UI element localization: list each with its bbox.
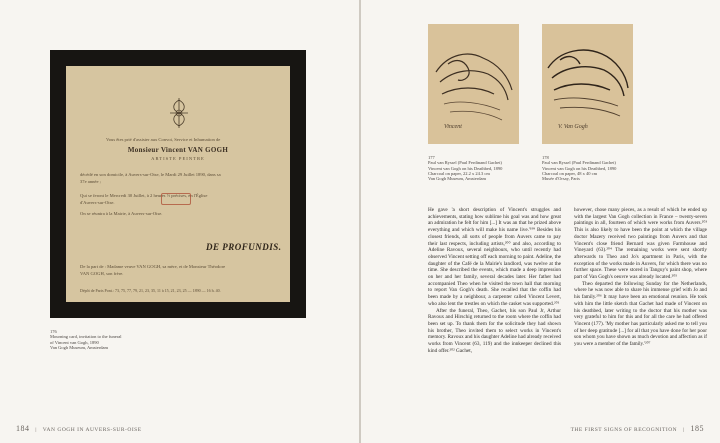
card-profession: ARTISTE PEINTRE — [151, 156, 205, 161]
body-paragraph: He gave 'a short description of Vincent's struggles and achievements, stating how sublime his goal was and how great an admiration he felt for him [...] It was an that he prized above everything and which will make his name live.'¹⁹⁹ Besides his closest friends, all sorts of people from Auvers came to pay their last respects, including artists,²⁰⁰ and also, according to Adeline Ravoux, several neighbours, who until recently had observed Vincent setting off each morning to paint. Adeline, the daughter of the Café de la Mairie's landlord, was twelve at the time. She described the events, which made a deep impression on her and her family, several decades later. Her father had accompanied Theo when he visited the town hall that morning to report Van Gogh's death. She recalled that the coffin had been made by a neighbour, a carpenter called Vincent Levert, who also lent the trestles on which the casket was supported.²⁰¹ — [428, 207, 561, 307]
left-folio: 184 | VAN GOGH IN AUVERS-SUR-OISE — [16, 424, 142, 433]
mourning-card — [66, 66, 290, 302]
caption-number: 177 — [428, 155, 435, 160]
figure-178-caption — [542, 155, 652, 181]
card-family-line: De la part de : Madame veuve VAN GOGH, sa mère, et de Monsieur Théodore — [80, 264, 226, 269]
deathbed-drawing-177 — [428, 24, 519, 144]
caption-line: Vincent van Gogh on his Deathbed, 1890 — [428, 165, 503, 171]
caption-line: Charcoal on paper, 48 x 40 cm — [542, 170, 598, 176]
caption-number: 178 — [542, 155, 549, 160]
card-deceased-name: Monsieur Vincent VAN GOGH — [127, 146, 229, 154]
figure-177-caption — [428, 155, 538, 181]
right-page — [361, 0, 720, 443]
caption-line: Vincent van Gogh on his Deathbed, 1890 — [542, 165, 617, 171]
running-head: VAN GOGH IN AUVERS-SUR-OISE — [42, 427, 142, 433]
card-printer-line: Dépôt de Paris Pont.: 73, 75, 77, 79, 21, 23, 35, 11 à 15, 21, 23, 25 — 1890 — 16 h. 40. — [80, 288, 221, 293]
body-paragraph: After the funeral, Theo, Gachet, his son Paul Jr, Arthur Ravoux and Hirschig returned to the room where the coffin had been set up. To thank them for the solicitude they had shown his brother, Theo invited them to select works in Vincent's memory. Ravoux and his daughter Adeline had already received works from Vincent (63, 119) and the innkeeper declined this kind offer.²⁰² Gachet, — [428, 307, 561, 354]
body-paragraph: Theo departed the following Sunday for the Netherlands, where he was now able to share his immense grief with Jo and his family.²⁰⁶ It may have been an emotional reunion. He took with him the little sketch that Gachet had made of Vincent on his deathbed, later writing to the doctor that his mother was very grateful to him for this and for all the care he had offered Vincent (177). 'My mother has particularly asked me to tell you of her deep gratitude [...] for all that you have done for her poor son whom you have shown as much devotion and affection as if you were a member of the family.'²⁰⁷ — [574, 280, 707, 348]
caption-line: Paul van Ryssel (Paul Ferdinand Gachet) — [428, 160, 502, 166]
page-number: 185 — [690, 424, 704, 433]
body-column-2 — [574, 207, 707, 348]
card-invitation-line: Vous êtes prié d'assister aux Convoi, Service et Inhumation de — [106, 137, 221, 142]
caption-line: Van Gogh Museum, Amsterdam — [50, 344, 108, 350]
caption-number: 176 — [50, 329, 57, 334]
caption-line: Mourning card, invitation to the funeral — [50, 334, 122, 340]
monogram-ornament — [166, 98, 192, 128]
running-head: THE FIRST SIGNS OF RECOGNITION — [570, 427, 678, 433]
deathbed-drawing-178 — [542, 24, 633, 144]
body-column-1 — [428, 207, 561, 354]
drawing-177-sketch — [428, 24, 519, 144]
right-folio: THE FIRST SIGNS OF RECOGNITION | 185 — [570, 424, 704, 433]
card-church-line: d'Auvers-sur-Oise. — [80, 200, 115, 205]
caption-line: Musée d'Orsay, Paris — [542, 176, 580, 182]
body-paragraph: however, chose many pieces, as a result of which he ended up with the largest Van Gogh collection in France – twenty-seven paintings in all, fourteen of which were works from Auvers.²⁰³ This is also likely to have been the point at which the village doctor Mazery received two paintings from Auvers and that Vincent's close friend Bernard was given Farmhouse and Vineyard (63).²⁰⁴ The remaining works were sent shortly afterwards to Theo and Jo's apartment in Paris, with the exception of the works made in Auvers, for which there was no further space. These were stored in Tanguy's paint shop, where part of Van Gogh's oeuvre was already located.²⁰⁵ — [574, 207, 707, 281]
card-meeting-line: On se réunira à la Mairie, à Auvers-sur-Oise. — [80, 211, 163, 216]
drawing-177-signature: Vincent — [444, 124, 462, 130]
caption-line: Charcoal on paper, 22.2 x 24.3 cm — [428, 170, 490, 176]
card-stamp — [161, 193, 191, 205]
left-page — [0, 0, 359, 443]
card-funeral-line: Qui se feront le Mercredi 30 Juillet, à 2 heures ½ précises, en l'Église — [80, 193, 208, 198]
card-age-line: 37e année ; — [80, 179, 101, 184]
page-number: 184 — [16, 424, 30, 433]
figure-176-caption — [50, 329, 121, 350]
card-de-profundis: DE PROFUNDIS. — [206, 242, 282, 252]
caption-line: Van Gogh Museum, Amsterdam — [428, 176, 486, 182]
card-death-line: décédé en son domicile, à Auvers-sur-Oise, le Mardi 29 Juillet 1890, dans sa — [80, 172, 221, 177]
card-brother-line: VAN GOGH, son frère. — [80, 271, 124, 276]
caption-line: of Vincent van Gogh, 1890 — [50, 339, 99, 345]
caption-line: Paul van Ryssel (Paul Ferdinand Gachet) — [542, 160, 616, 166]
mourning-card-frame — [50, 50, 306, 318]
drawing-178-signature: V. Van Gogh — [558, 124, 588, 130]
